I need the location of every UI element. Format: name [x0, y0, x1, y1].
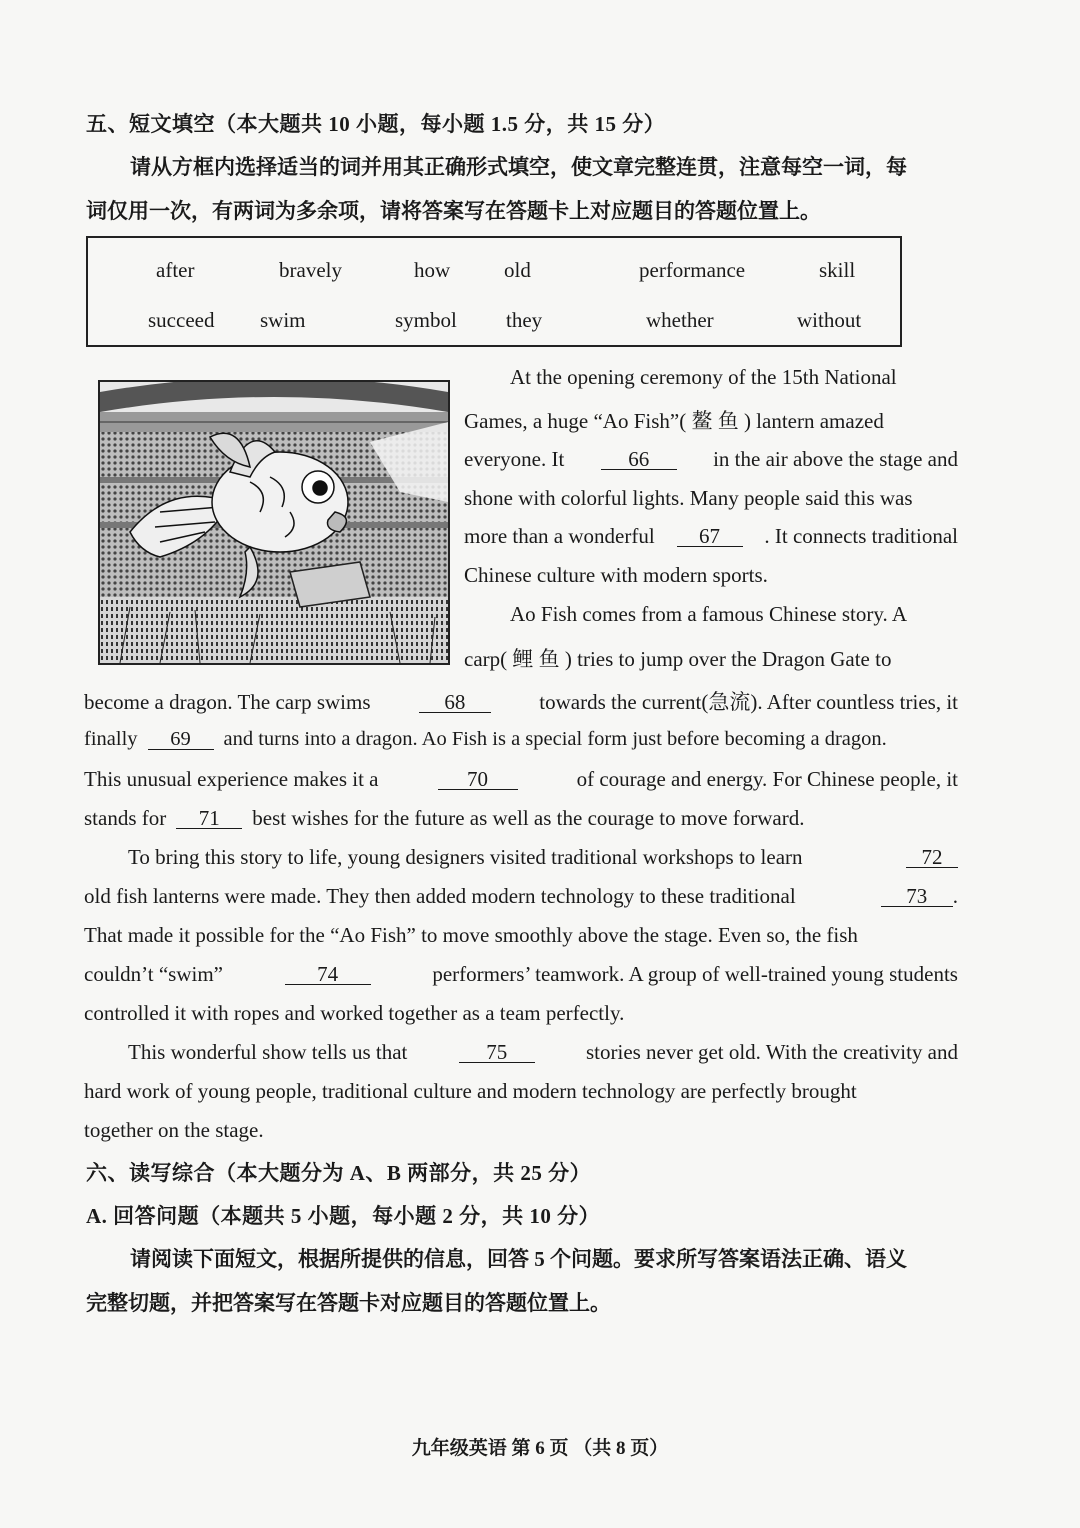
passage-line — [464, 365, 958, 395]
passage-text: . It connects traditional — [764, 524, 958, 548]
blank-73[interactable]: 73 — [881, 886, 953, 907]
passage-line — [464, 447, 958, 477]
passage-text: This wonderful show tells us that — [128, 1040, 408, 1064]
passage-text: in the air above the stage and — [713, 447, 958, 471]
section6-part-a-heading: A. 回答问题（本题共 5 小题，每小题 2 分，共 10 分） — [86, 1204, 601, 1228]
blank-74[interactable]: 74 — [285, 964, 371, 985]
word-option: they — [506, 308, 543, 332]
blank-69[interactable]: 69 — [148, 729, 214, 750]
word-option: old — [504, 258, 531, 282]
blank-68[interactable]: 68 — [419, 692, 491, 713]
blank-67[interactable]: 67 — [677, 526, 743, 547]
word-option: whether — [646, 308, 714, 332]
blank-71[interactable]: 71 — [176, 808, 242, 829]
passage-text: hard work of young people, traditional culture and modern technology are perfectly brought — [84, 1079, 857, 1103]
passage-text: At the opening ceremony of the 15th National — [510, 365, 897, 389]
passage-text: together on the stage. — [84, 1118, 264, 1142]
passage-text: finally — [84, 728, 138, 750]
passage-text: become a dragon. The carp swims — [84, 690, 371, 714]
blank-72[interactable]: 72 — [906, 847, 958, 868]
passage-text: performers’ teamwork. A group of well-trained young students — [432, 962, 958, 986]
passage-line — [464, 643, 958, 673]
passage-text: and turns into a dragon. Ao Fish is a special form just before becoming a dragon. — [223, 728, 887, 750]
word-option: bravely — [279, 258, 342, 282]
passage-text: stands for — [84, 806, 167, 830]
passage-line — [84, 1040, 958, 1070]
passage-line — [84, 1001, 958, 1031]
passage-text: carp( 鲤 鱼 ) tries to jump over the Dragon Gate to — [464, 647, 892, 671]
passage-line — [84, 767, 958, 797]
passage-text: That made it possible for the “Ao Fish” to move smoothly above the stage. Even so, the fish — [84, 923, 858, 947]
passage-line — [84, 1118, 958, 1148]
page-footer: 九年级英语 第 6 页 （共 8 页） — [411, 1438, 669, 1459]
passage-text: . — [952, 884, 958, 908]
section5-instruction-line2: 词仅用一次，有两词为多余项，请将答案写在答题卡上对应题目的答题位置上。 — [86, 199, 821, 223]
passage-line — [84, 1079, 958, 1109]
passage-text: Games, a huge “Ao Fish”( 鳌 鱼 ) lantern amazed — [464, 409, 884, 433]
passage-line — [84, 923, 958, 953]
passage-text: everyone. It — [464, 447, 565, 471]
section6-instruction-line1: 请阅读下面短文，根据所提供的信息，回答 5 个问题。要求所写答案语法正确、语义 — [130, 1247, 907, 1271]
passage-text: of courage and energy. For Chinese people, it — [576, 767, 958, 791]
word-box — [86, 236, 902, 347]
passage-text: stories never get old. With the creativity and — [585, 1040, 958, 1064]
word-option: how — [414, 258, 451, 282]
section6-instruction-line2: 完整切题，并把答案写在答题卡对应题目的答题位置上。 — [86, 1291, 611, 1315]
passage-line — [84, 728, 964, 758]
passage-text: controlled it with ropes and worked together as a team perfectly. — [84, 1001, 625, 1025]
word-option: performance — [639, 258, 746, 282]
word-option: symbol — [395, 308, 457, 332]
word-option: swim — [260, 308, 306, 332]
ao-fish-lantern-illustration — [98, 380, 450, 665]
word-option: without — [797, 308, 862, 332]
passage-line — [84, 806, 958, 836]
word-option: skill — [819, 258, 856, 282]
blank-75[interactable]: 75 — [459, 1042, 535, 1063]
passage-line — [464, 486, 958, 516]
passage-line — [464, 405, 958, 435]
passage-text: Chinese culture with modern sports. — [464, 563, 768, 587]
word-option: succeed — [148, 308, 215, 332]
passage-line — [84, 845, 958, 875]
passage-text: This unusual experience makes it a — [84, 767, 379, 791]
passage-line — [84, 962, 958, 992]
blank-66[interactable]: 66 — [601, 449, 677, 470]
section5-heading: 五、短文填空（本大题共 10 小题，每小题 1.5 分，共 15 分） — [86, 112, 666, 136]
passage-text: couldn’t “swim” — [84, 962, 224, 986]
word-option: after — [156, 258, 195, 282]
passage-text: best wishes for the future as well as the courage to move forward. — [252, 806, 805, 830]
passage-line — [464, 602, 958, 632]
passage-line — [464, 524, 958, 554]
blank-70[interactable]: 70 — [438, 769, 518, 790]
passage-text: To bring this story to life, young designers visited traditional workshops to learn — [128, 845, 803, 869]
passage-line — [84, 884, 958, 914]
section5-instruction-line1: 请从方框内选择适当的词并用其正确形式填空，使文章完整连贯，注意每空一词，每 — [130, 155, 907, 179]
passage-text: shone with colorful lights. Many people said this was — [464, 486, 913, 510]
passage-line — [464, 563, 958, 593]
passage-text: Ao Fish comes from a famous Chinese story. A — [510, 602, 908, 626]
section6-heading: 六、读写综合（本大题分为 A、B 两部分，共 25 分） — [86, 1161, 592, 1185]
passage-line — [84, 686, 958, 716]
passage-text: towards the current(急流). After countless tries, it — [539, 690, 958, 714]
ao-fish-image — [100, 382, 448, 663]
passage-text: more than a wonderful — [464, 524, 655, 548]
passage-text: old fish lanterns were made. They then added modern technology to these traditional — [84, 884, 796, 908]
